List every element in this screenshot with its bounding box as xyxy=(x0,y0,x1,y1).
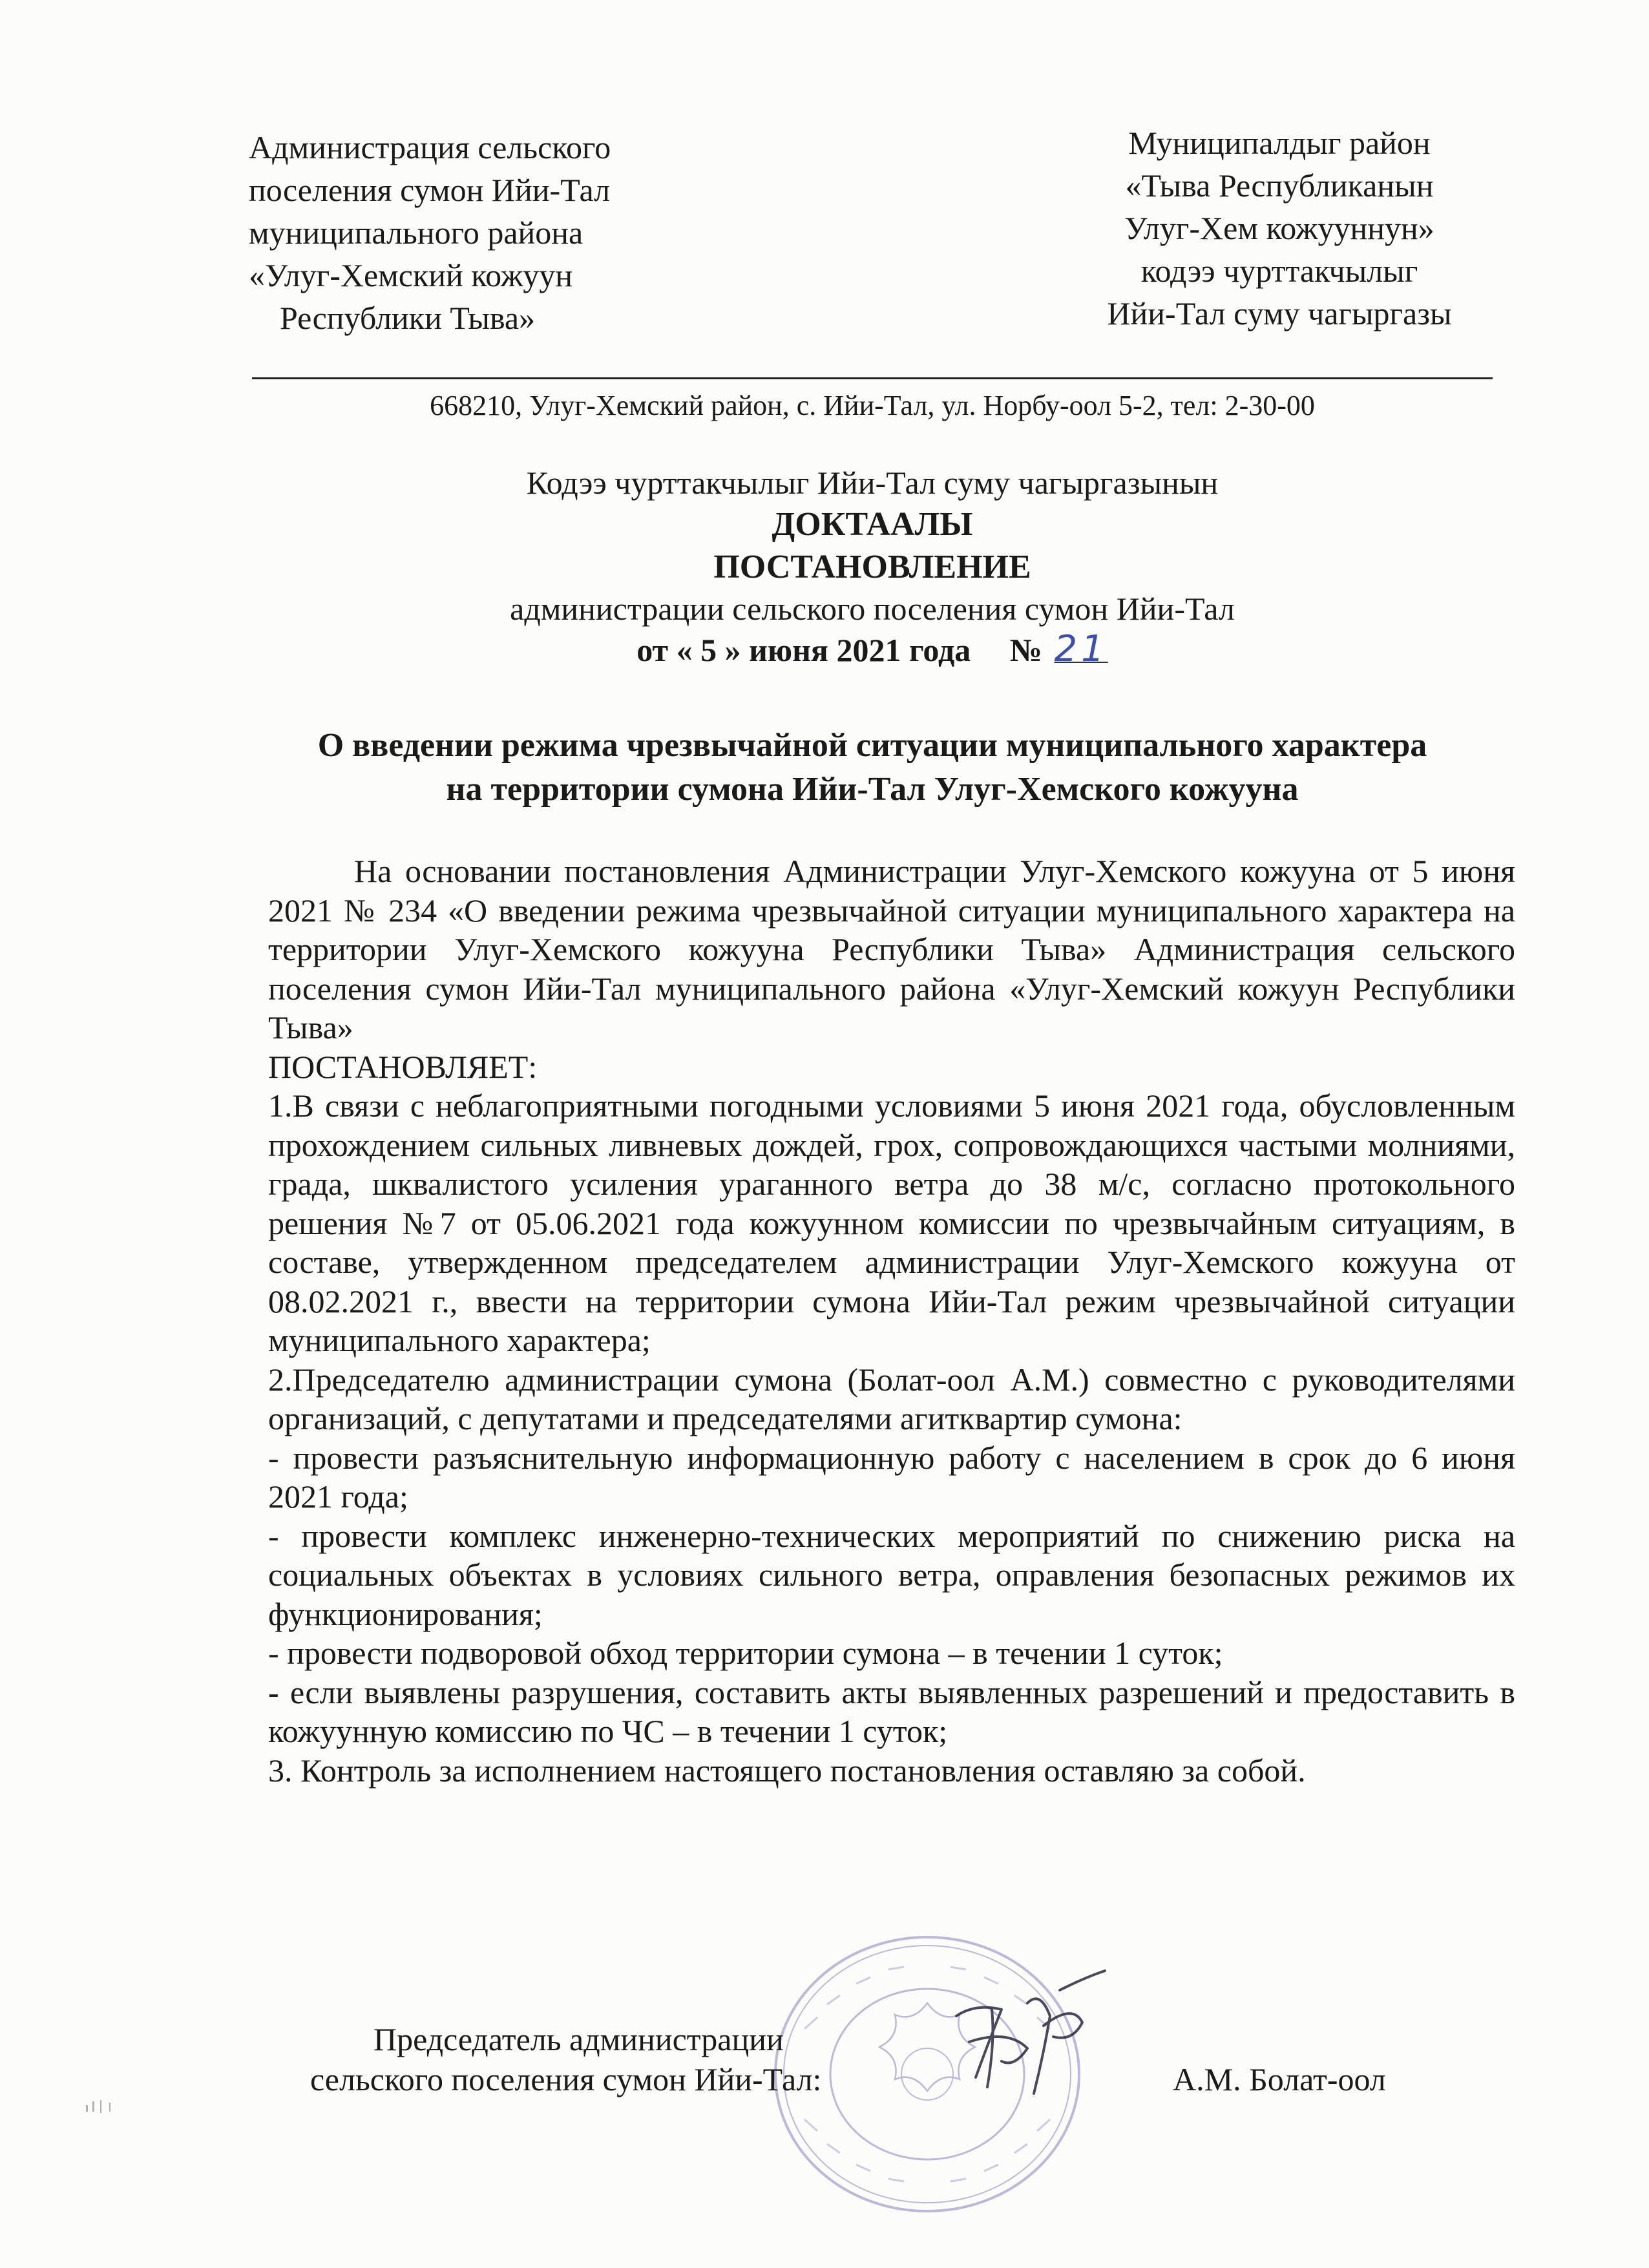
signature-block xyxy=(310,2019,1518,2099)
document-date: от « 5 » июня 2021 года xyxy=(636,632,971,668)
subject-line: О введении режима чрезвычайной ситуации муниципального характера xyxy=(317,727,1427,764)
body-bullet: - провести комплекс инженерно-технических мероприятий по снижению риска на социальных объектах в условиях сильного ветра, оправления безопасных режимов их функционирования; xyxy=(268,1517,1515,1632)
subject-heading xyxy=(249,724,1496,812)
title-line-russian: администрации сельского поселения сумон Ийи-Тал xyxy=(510,591,1235,627)
header-left-block xyxy=(249,126,766,339)
body-bullet: - провести подворовой обход территории сумона – в течении 1 суток; xyxy=(268,1635,1223,1671)
header-right-line: Улуг-Хем кожууннун» xyxy=(1124,210,1434,246)
header-right-line: кодээ чурттакчылыг xyxy=(1140,253,1418,289)
header-right-block xyxy=(1008,121,1551,335)
header-left-line: Администрация сельского xyxy=(249,129,611,165)
document-body xyxy=(268,852,1515,1790)
body-item-3: 3. Контроль за исполнением настоящего постановления оставляю за собой. xyxy=(268,1752,1306,1789)
body-resolve-word: ПОСТАНОВЛЯЕТ: xyxy=(268,1048,538,1085)
header-left-line: Республики Тыва» xyxy=(280,300,536,336)
header-right-line: Муниципалдыг район xyxy=(1128,125,1431,161)
address-line: 668210, Улуг-Хемский район, с. Ийи-Тал, ул. Норбу-оол 5-2, тел: 2-30-00 xyxy=(430,390,1315,421)
document-number-handwritten: 21 xyxy=(1054,628,1108,670)
header-right-line: Ийи-Тал суму чагыргазы xyxy=(1107,295,1452,331)
subject-line: на территории сумона Ийи-Тал Улуг-Хемского кожууна xyxy=(446,771,1299,808)
signature-role-line: Председатель администрации xyxy=(373,2021,784,2057)
signatory-name: А.М. Болат-оол xyxy=(1173,2061,1386,2097)
body-item-2: 2.Председателю администрации сумона (Болат-оол А.М.) совместно с руководителями организаций, с депутатами и председателями агитквартир сумона: xyxy=(268,1361,1515,1436)
signature-role-line: сельского поселения сумон Ийи-Тал: xyxy=(310,2061,822,2097)
title-line-tyvan: Кодээ чурттакчылыг Ийи-Тал суму чагыргазынын xyxy=(526,465,1219,501)
header-divider xyxy=(252,377,1493,379)
body-preamble: На основании постановления Администрации Улуг-Хемского кожууна от 5 июня 2021 № 234 «О введении режима чрезвычайной ситуации муниципального характера на территории Улуг-Хемского кожууна Республики Тыва» Администрация сельского поселения сумон Ийи-Тал муниципального района «Улуг-Хемский кожуун Республики Тыва» xyxy=(268,853,1515,1045)
title-doktaaly: ДОКТААЛЫ xyxy=(772,506,973,543)
document-date-line xyxy=(249,629,1496,671)
body-bullet: - если выявлены разрушения, составить акты выявленных разрешений и предоставить в кожуунную комиссию по ЧС – в течении 1 суток; xyxy=(268,1674,1515,1749)
title-block xyxy=(249,462,1496,671)
header-left-line: муниципального района xyxy=(249,215,583,251)
header-left-line: «Улуг-Хемский кожуун xyxy=(249,257,573,293)
body-bullet: - провести разъяснительную информационную работу с населением в срок до 6 июня 2021 года; xyxy=(268,1439,1515,1515)
scan-artifact xyxy=(81,2094,132,2119)
body-item-1: 1.В связи с неблагоприятными погодными условиями 5 июня 2021 года, обусловленным прохождением сильных ливневых дождей, грох, сопровождающихся частыми молниями, града, шквалистого усиления ураганного ветра до 38 м/с, согласно протокольного решения №7 от 05.06.2021 года кожуунном комиссии по чрезвычайным ситуациям, в составе, утвержденном председателем администрации Улуг-Хемского кожууна от 08.02.2021 г., ввести на территории сумона Ийи-Тал режим чрезвычайной ситуации муниципального характера; xyxy=(268,1087,1515,1358)
number-sign: № xyxy=(1009,632,1043,668)
header-left-line: поселения сумон Ийи-Тал xyxy=(249,172,611,208)
title-postanovlenie: ПОСТАНОВЛЕНИЕ xyxy=(713,549,1031,585)
header-right-line: «Тыва Республиканын xyxy=(1125,167,1434,204)
